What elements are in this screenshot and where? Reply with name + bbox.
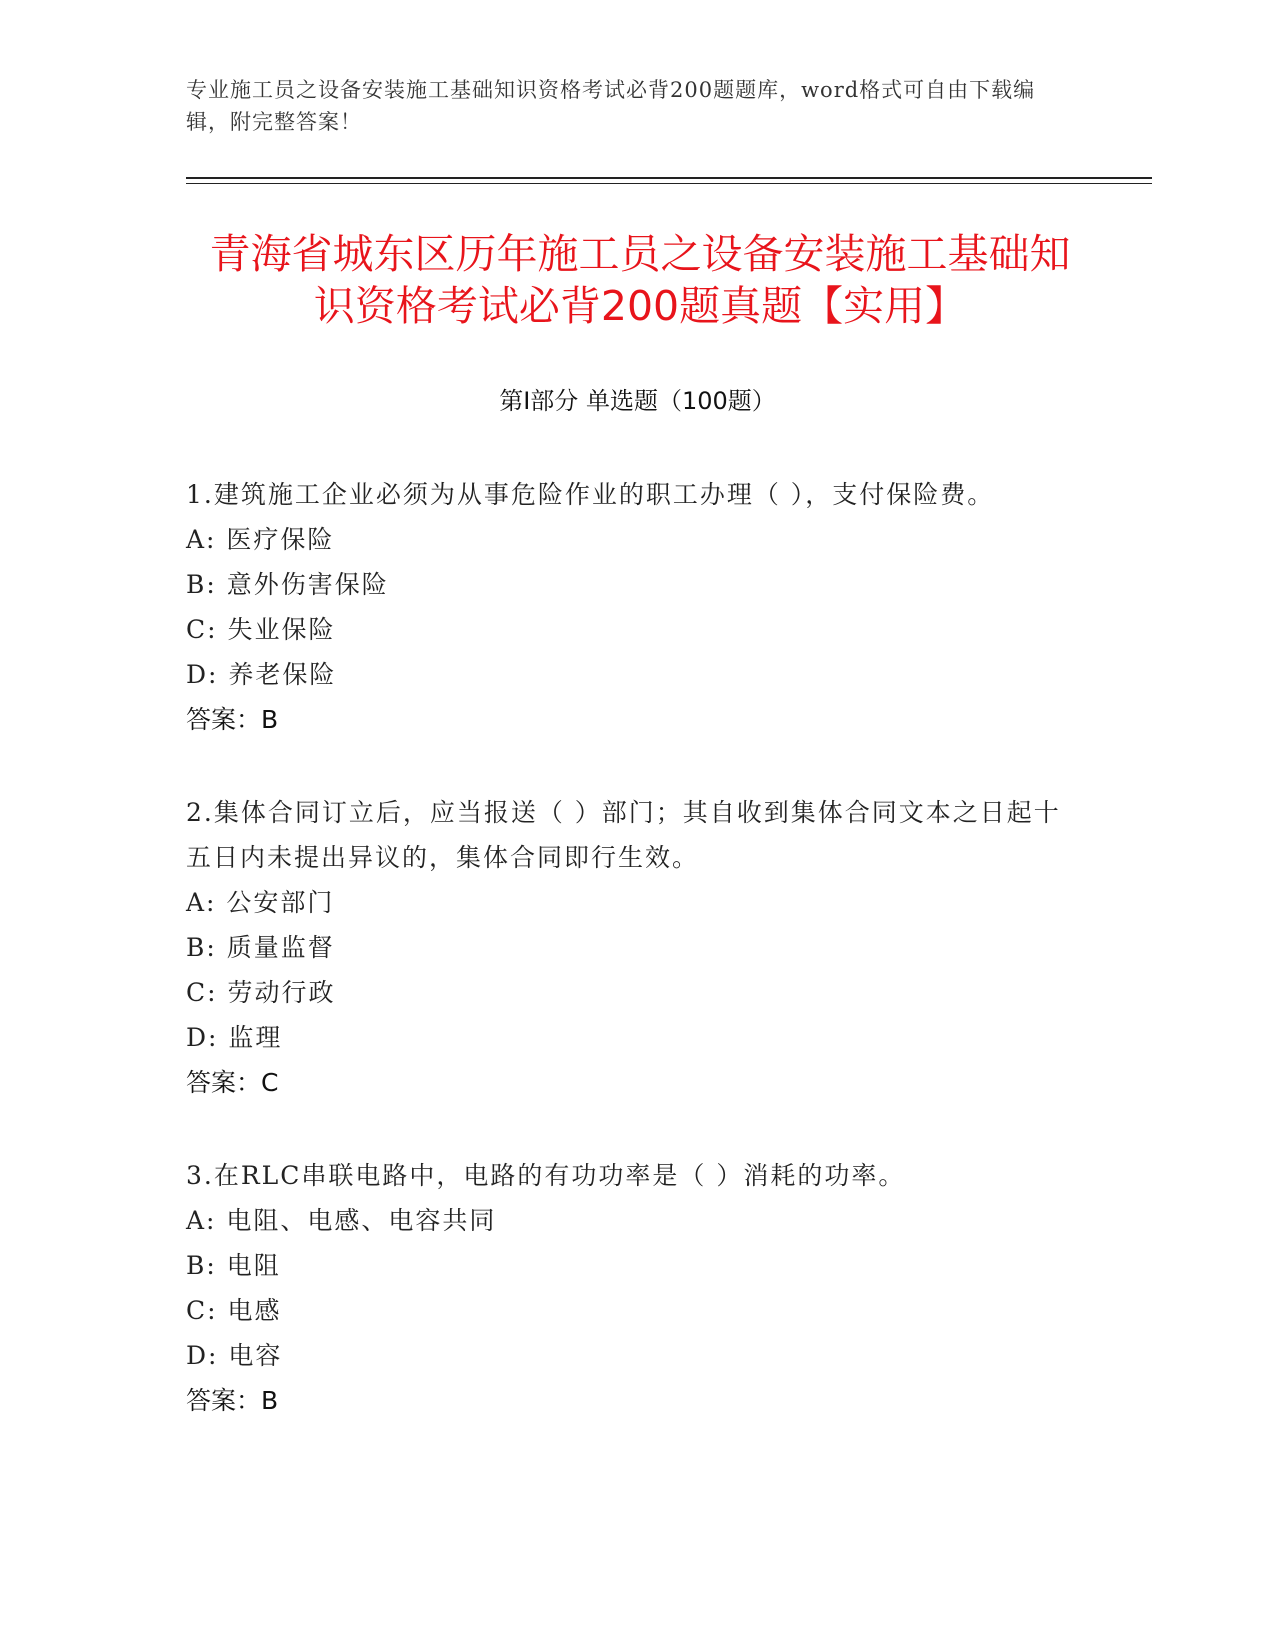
option-d: D: 电容	[186, 1341, 283, 1370]
question-1	[186, 472, 1086, 742]
option-c: C: 失业保险	[186, 615, 336, 644]
section-heading: 第I部分 单选题（100题）	[499, 387, 776, 415]
answer: 答案：C	[186, 1068, 279, 1097]
question-3	[186, 1153, 1086, 1423]
header-note: 专业施工员之设备安装施工基础知识资格考试必背200题题库，word格式可自由下载编辑，附完整答案！	[186, 78, 1036, 134]
option-c: C: 电感	[186, 1296, 282, 1325]
question-stem: 2.集体合同订立后，应当报送（ ）部门；其自收到集体合同文本之日起十五日内未提出异议的，集体合同即行生效。	[186, 798, 1061, 872]
answer: 答案：B	[186, 1386, 279, 1415]
option-d: D: 监理	[186, 1023, 283, 1052]
option-a: A: 公安部门	[186, 888, 335, 917]
answer: 答案：B	[186, 705, 279, 734]
header-divider-thick	[186, 177, 1152, 179]
option-c: C: 劳动行政	[186, 978, 336, 1007]
option-b: B: 质量监督	[186, 933, 335, 962]
question-2	[186, 790, 1086, 1105]
option-a: A: 电阻、电感、电容共同	[186, 1206, 497, 1235]
header-divider-thin	[186, 183, 1152, 184]
question-stem: 3.在RLC串联电路中，电路的有功功率是（ ）消耗的功率。	[186, 1161, 906, 1190]
document-title: 青海省城东区历年施工员之设备安装施工基础知识资格考试必背200题真题【实用】	[209, 230, 1071, 330]
option-a: A: 医疗保险	[186, 525, 335, 554]
option-b: B: 电阻	[186, 1251, 281, 1280]
option-d: D: 养老保险	[186, 660, 337, 689]
question-stem: 1.建筑施工企业必须为从事危险作业的职工办理（ ），支付保险费。	[186, 480, 995, 509]
option-b: B: 意外伤害保险	[186, 570, 389, 599]
